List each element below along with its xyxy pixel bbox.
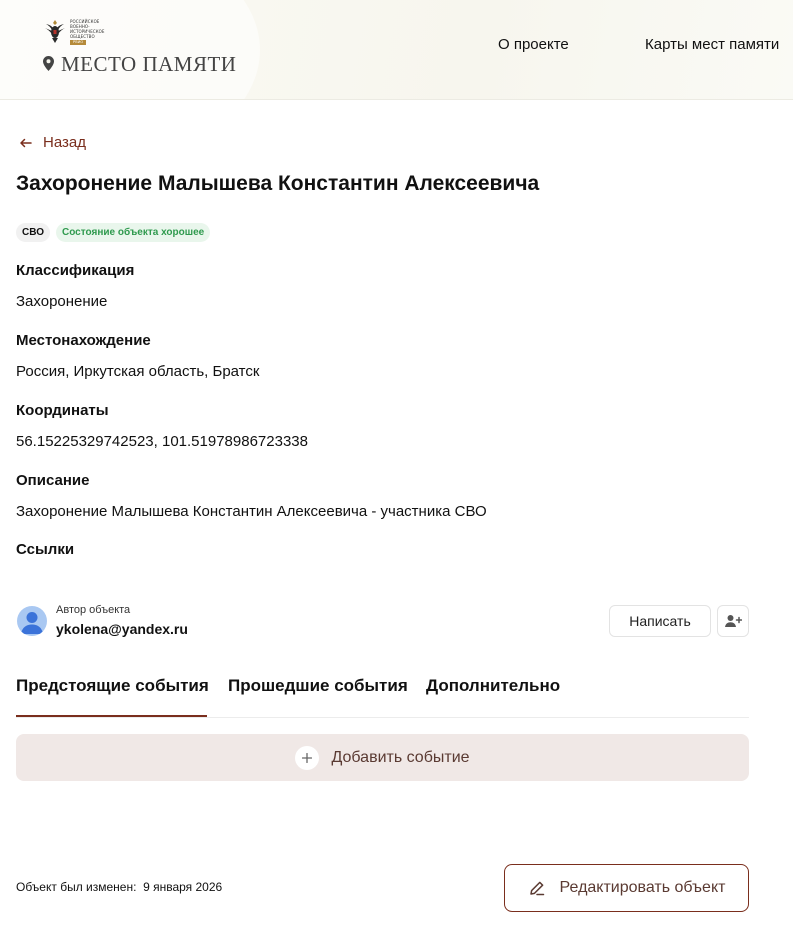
status-badge: Состояние объекта хорошее bbox=[56, 223, 210, 242]
description-value: Захоронение Малышева Константин Алексеевича - участника СВО bbox=[16, 503, 487, 520]
coordinates-value: 56.15225329742523, 101.51978986723338 bbox=[16, 433, 308, 450]
tab-additional[interactable]: Дополнительно bbox=[426, 676, 561, 695]
author-caption: Автор объекта bbox=[56, 604, 131, 616]
eagle-emblem-icon bbox=[44, 18, 66, 44]
society-name: РОССИЙСКОЕ ВОЕННО-ИСТОРИЧЕСКОЕ ОБЩЕСТВО РВИО bbox=[70, 19, 105, 44]
description-label: Описание bbox=[16, 472, 90, 489]
tag-list bbox=[16, 223, 210, 242]
author-email[interactable]: ykolena@yandex.ru bbox=[56, 621, 188, 637]
edit-object-label: Редактировать объект bbox=[559, 879, 726, 896]
nav-about[interactable]: О проекте bbox=[498, 36, 569, 53]
location-label: Местонахождение bbox=[16, 332, 151, 349]
event-tabs bbox=[16, 676, 749, 718]
arrow-left-icon bbox=[19, 138, 32, 148]
pencil-icon bbox=[528, 879, 546, 897]
nav-maps[interactable]: Карты мест памяти bbox=[645, 36, 780, 53]
page-title: Захоронение Малышева Константин Алексеевича bbox=[16, 172, 540, 195]
tag-svo: СВО bbox=[16, 223, 50, 242]
follow-author-button[interactable] bbox=[717, 605, 749, 637]
modified-label: Объект был изменен: bbox=[16, 880, 137, 894]
header-decoration bbox=[0, 0, 260, 100]
user-icon bbox=[17, 606, 47, 636]
classification-label: Классификация bbox=[16, 262, 135, 279]
tab-past-events[interactable]: Прошедшие события bbox=[228, 676, 408, 695]
modified-date: 9 января 2026 bbox=[143, 880, 223, 894]
classification-value: Захоронение bbox=[16, 293, 108, 310]
write-button[interactable]: Написать bbox=[609, 605, 711, 637]
society-badge: РВИО bbox=[70, 40, 86, 45]
back-label: Назад bbox=[43, 134, 86, 151]
coordinates-label: Координаты bbox=[16, 402, 109, 419]
add-event-label: Добавить событие bbox=[331, 748, 470, 766]
add-event-button[interactable] bbox=[16, 734, 749, 781]
site-logo[interactable]: МЕСТО ПАМЯТИ bbox=[61, 52, 237, 76]
links-label: Ссылки bbox=[16, 541, 75, 558]
add-user-icon bbox=[724, 614, 742, 628]
map-pin-icon bbox=[43, 56, 54, 71]
location-value: Россия, Иркутская область, Братск bbox=[16, 363, 260, 380]
edit-object-button[interactable] bbox=[504, 864, 749, 912]
avatar[interactable] bbox=[17, 606, 47, 636]
site-header bbox=[0, 0, 793, 100]
tab-upcoming-events[interactable]: Предстоящие события bbox=[16, 676, 207, 717]
back-link[interactable] bbox=[19, 134, 86, 151]
plus-icon bbox=[295, 746, 319, 770]
modified-info bbox=[16, 880, 222, 894]
